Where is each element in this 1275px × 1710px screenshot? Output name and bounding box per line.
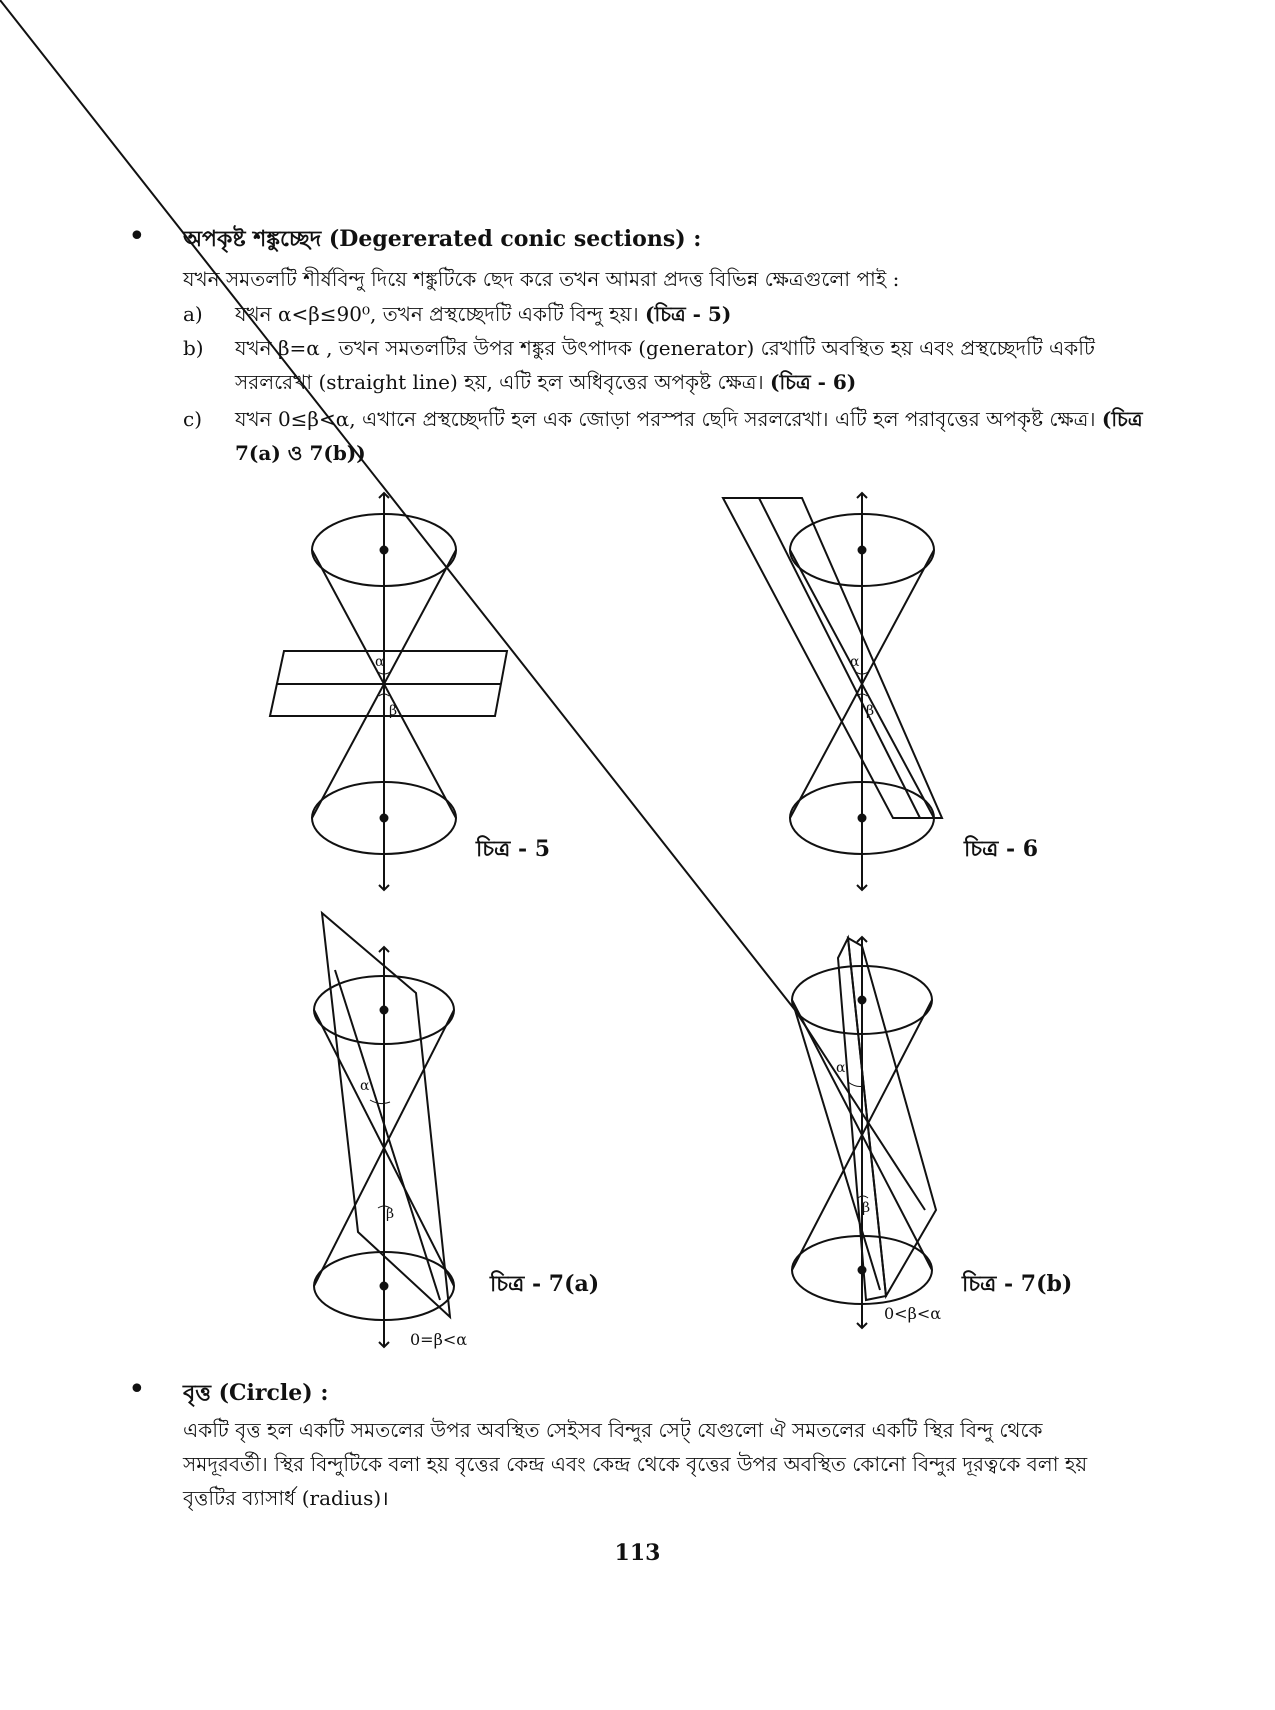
- figure-6-diagram: [723, 493, 942, 890]
- figure-7b-caption: চিত্র - 7(b): [962, 1271, 1073, 1297]
- list-label: c): [183, 407, 203, 431]
- list-label: b): [183, 336, 204, 360]
- figure-7a-condition: 0=β<α: [410, 1330, 468, 1349]
- figure-ref: (চিত্র - 5): [645, 302, 732, 326]
- figure-7b-condition: 0<β<α: [884, 1304, 942, 1323]
- section-heading-degenerate: অপকৃষ্ট শঙ্কুচ্ছেদ (Degererated conic sections) :: [183, 226, 702, 252]
- item-text: যখন α<β≤90⁰, তখন প্রস্থচ্ছেদটি একটি বিন্দু হয়।: [235, 302, 639, 326]
- beta-label: β: [386, 1206, 395, 1222]
- figure-5-caption: চিত্র - 5: [476, 836, 551, 862]
- figure-ref: (চিত্র 7(a) ও 7(b)): [235, 407, 1143, 465]
- figure-ref: (চিত্র - 6): [769, 370, 857, 394]
- list-label: a): [183, 302, 203, 326]
- section-heading-circle: বৃত্ত (Circle) :: [183, 1380, 329, 1406]
- figure-7a-diagram: [314, 913, 454, 1347]
- beta-label: β: [862, 1200, 871, 1216]
- page-number: 113: [614, 1540, 661, 1566]
- figure-6-caption: চিত্র - 6: [964, 836, 1039, 862]
- alpha-label: α: [836, 1060, 846, 1076]
- circle-definition: একটি বৃত্ত হল একটি সমতলের উপর অবস্থিত সেইসব বিন্দুর সেট্ যেগুলো ঐ সমতলের একটি স্থির বিন্দু থেকে সমদূরবর্তী। স্থির বিন্দুটিকে বলা হয় বৃত্তের কেন্দ্র এবং কেন্দ্র থেকে বৃত্তের উপর অবস্থিত কোনো বিন্দুর দূরত্বকে বলা হয় বৃত্তটির ব্যাসার্ধ (radius)।: [183, 1418, 1088, 1510]
- item-text: যখন β=α , তখন সমতলটির উপর শঙ্কুর উৎপাদক (generator) রেখাটি অবস্থিত হয় এবং প্রস্থচ্ছেদটি একটি সরলরেখা (straight line) হয়, এটি হল অধিবৃত্তের অপকৃষ্ট ক্ষেত্র।: [235, 336, 1095, 394]
- alpha-label: α: [360, 1078, 370, 1094]
- bullet-point: •: [128, 1372, 146, 1407]
- figure-7a-caption: চিত্র - 7(a): [490, 1271, 600, 1297]
- beta-label: β: [389, 703, 398, 719]
- figure-5-diagram: [270, 493, 507, 890]
- section-intro: যখন সমতলটি শীর্ষবিন্দু দিয়ে শঙ্কুটিকে ছেদ করে তখন আমরা প্রদত্ত বিভিন্ন ক্ষেত্রগুলো পাই :: [183, 267, 900, 291]
- bullet-point: •: [128, 219, 146, 254]
- item-text: যখন 0≤β<α, এখানে প্রস্থচ্ছেদটি হল এক জোড়া পরস্পর ছেদি সরলরেখা। এটি হল পরাবৃত্তের অপকৃষ্ট ক্ষেত্র।: [235, 407, 1096, 431]
- alpha-label: α: [375, 654, 385, 670]
- beta-label: β: [866, 703, 875, 719]
- alpha-label: α: [850, 654, 860, 670]
